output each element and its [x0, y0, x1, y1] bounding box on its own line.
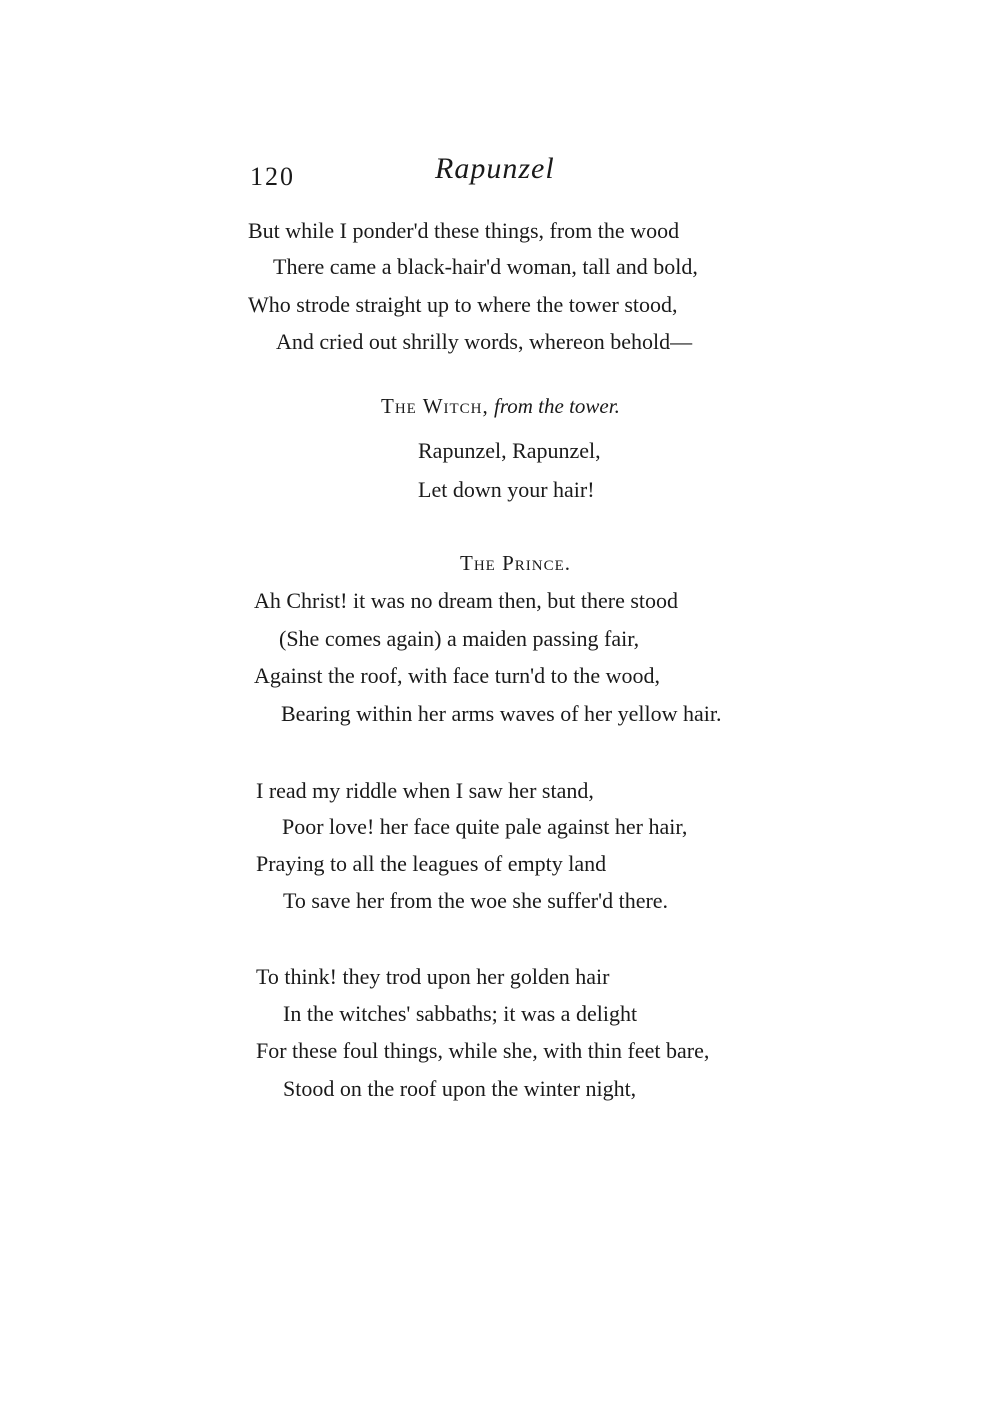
stage-direction: from the tower.: [494, 394, 620, 418]
verse-line: I read my riddle when I saw her stand,: [256, 778, 594, 803]
page-number: 120: [250, 162, 295, 191]
speaker-name: The Witch,: [381, 394, 489, 418]
verse-line: Praying to all the leagues of empty land: [256, 851, 607, 876]
running-title: Rapunzel: [435, 152, 555, 185]
verse-line: (She comes again) a maiden passing fair,: [279, 626, 640, 651]
speaker-name: The Prince.: [460, 551, 572, 575]
verse-line: But while I ponder'd these things, from the wood: [248, 218, 680, 243]
verse-line: Ah Christ! it was no dream then, but there stood: [254, 588, 679, 613]
verse-line: Let down your hair!: [418, 477, 595, 502]
speaker-heading: [381, 396, 620, 417]
verse-line: And cried out shrilly words, whereon behold—: [276, 329, 693, 354]
verse-line: Bearing within her arms waves of her yellow hair.: [281, 701, 722, 726]
verse-line: To think! they trod upon her golden hair: [256, 964, 610, 989]
verse-line: In the witches' sabbaths; it was a delight: [283, 1001, 638, 1026]
verse-line: For these foul things, while she, with thin feet bare,: [256, 1038, 710, 1063]
verse-line: There came a black-hair'd woman, tall and bold,: [273, 254, 698, 279]
verse-line: Against the roof, with face turn'd to the wood,: [254, 663, 660, 688]
verse-line: To save her from the woe she suffer'd there.: [283, 888, 669, 913]
page-header: [250, 152, 750, 196]
verse-line: Who strode straight up to where the tower stood,: [248, 292, 678, 317]
speaker-heading: [460, 553, 571, 574]
verse-line: Rapunzel, Rapunzel,: [418, 438, 601, 463]
verse-line: Stood on the roof upon the winter night,: [283, 1076, 637, 1101]
verse-line: Poor love! her face quite pale against her hair,: [282, 814, 688, 839]
